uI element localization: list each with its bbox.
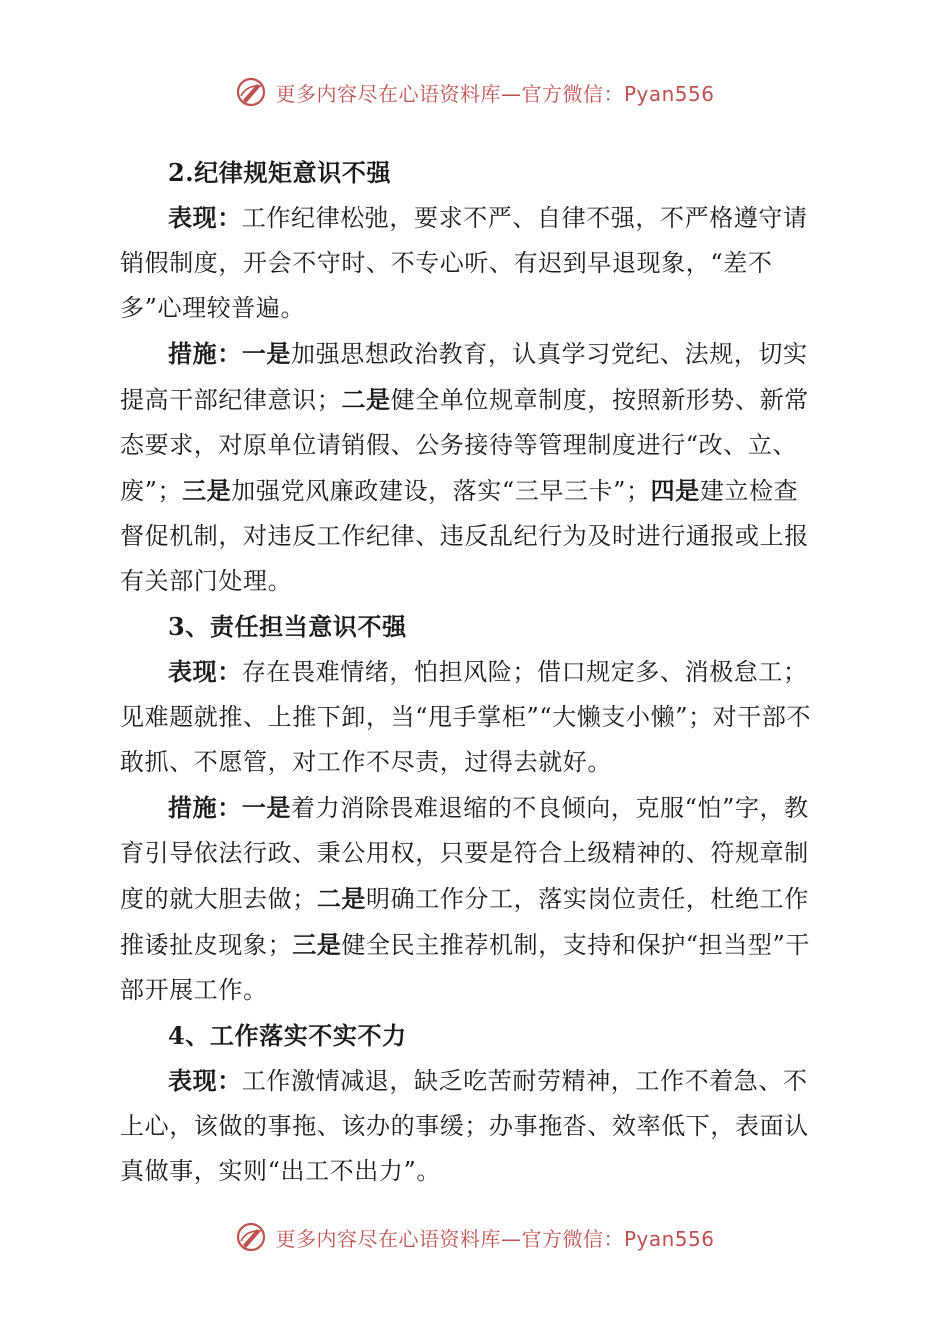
cuoshi-label: 措施：	[168, 793, 242, 822]
cuoshi-text: 加强思想政治教育，认真学习党纪、法规，切实提高干部纪律意识；	[120, 340, 808, 414]
section-heading: 4、工作落实不实不力	[168, 1021, 407, 1050]
section-heading: 2.纪律规矩意识不强	[168, 158, 392, 187]
cuoshi-paragraph	[120, 331, 820, 604]
section-heading: 3、责任担当意识不强	[168, 612, 407, 641]
footer-watermark	[0, 1217, 950, 1257]
cuoshi-text: 明确工作分工，落实岗位责任，杜绝工作推诿扯皮现象；	[120, 885, 809, 959]
biaoxian-text: 存在畏难情绪，怕担风险；借口规定多、消极怠工；见难题就推、上推下卸，当“甩手掌柜”“大懒支小懒”；对干部不敢抓、不愿管，对工作不尽责，过得去就好。	[120, 658, 812, 776]
logo-icon	[235, 76, 267, 108]
watermark-text: 更多内容尽在心语资料库—官方微信：Pyan556	[275, 81, 715, 106]
biaoxian-text: 工作激情减退，缺乏吃苦耐劳精神，工作不着急、不上心，该做的事拖、该办的事缓；办事拖沓、效率低下，表面认真做事，实则“出工不出力”。	[120, 1067, 809, 1185]
cuoshi-label: 措施：	[168, 339, 242, 368]
biaoxian-paragraph	[120, 649, 820, 785]
cuoshi-text: 健全民主推荐机制，支持和保护“担当型”干部开展工作。	[120, 931, 810, 1004]
biaoxian-label: 表现：	[168, 203, 242, 232]
cuoshi-text: 健全单位规章制度，按照新形势、新常态要求，对原单位请销假、公务接待等管理制度进行“改、立、废”；	[120, 386, 809, 505]
biaoxian-text: 工作纪律松弛，要求不严、自律不强，不严格遵守请销假制度，开会不守时、不专心听、有迟到早退现象，“差不多”心理较普遍。	[120, 204, 808, 322]
cuoshi-text: 着力消除畏难退缩的不良倾向，克服“怕”字，教育引导依法行政、秉公用权，只要是符合上级精神的、符规章制度的就大胆去做；	[120, 794, 809, 913]
biaoxian-paragraph	[120, 195, 820, 331]
cuoshi-lead: 四是	[650, 476, 700, 505]
cuoshi-lead: 二是	[341, 385, 391, 414]
cuoshi-lead: 一是	[241, 793, 292, 822]
biaoxian-label: 表现：	[168, 1066, 242, 1095]
watermark-text: 更多内容尽在心语资料库—官方微信：Pyan556	[275, 1226, 715, 1251]
cuoshi-lead: 三是	[292, 930, 342, 959]
cuoshi-lead: 三是	[182, 476, 232, 505]
cuoshi-text: 加强党风廉政建设，落实“三早三卡”；	[231, 477, 651, 505]
cuoshi-paragraph	[120, 785, 820, 1013]
header-watermark	[0, 72, 950, 112]
biaoxian-paragraph	[120, 1058, 820, 1194]
cuoshi-text: 建立检查督促机制，对违反工作纪律、违反乱纪行为及时进行通报或上报有关部门处理。	[120, 477, 809, 595]
cuoshi-lead: 二是	[316, 884, 367, 913]
biaoxian-label: 表现：	[168, 657, 242, 686]
document-body	[120, 150, 820, 1194]
cuoshi-lead: 一是	[241, 339, 292, 368]
logo-icon	[235, 1221, 267, 1253]
